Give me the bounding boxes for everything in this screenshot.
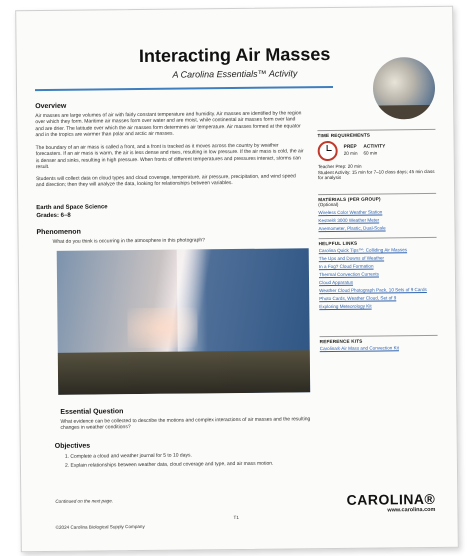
overview-paragraph-2: The boundary of an air mass is called a front, and a front is tracked as it moves across the country by weather forecasters. If an air mass is warm, the air is less dense and rises, resulting in low pressure. If the air mass is cold, the air is denser and sinks, resulting in high pressure. When fronts of different temperatures and pressures interact, storms can result. bbox=[35, 142, 304, 171]
helpful-link[interactable]: Weather Cloud Photograph Pack, 10 Sets of 9 Cards bbox=[319, 287, 427, 294]
prep-time bbox=[344, 145, 358, 156]
helpful-link[interactable]: Photo Cards, Weather Cloud, Set of 9 bbox=[319, 295, 397, 302]
reference-kit-link[interactable]: Carolina® Air Mass and Convection Kit bbox=[319, 345, 399, 352]
helpful-link[interactable]: In a Fog? Cloud Formation bbox=[318, 263, 374, 270]
cloud-wall bbox=[177, 249, 208, 359]
objectives-heading: Objectives bbox=[54, 442, 91, 450]
time-requirements-heading: TIME REQUIREMENTS bbox=[317, 132, 371, 139]
page-title: Interacting Air Masses bbox=[138, 44, 331, 67]
logo-wordmark: CAROLINA® bbox=[346, 490, 436, 508]
ground-horizon bbox=[58, 350, 310, 395]
student-activity: Student Activity: 15 min for 7–10 class days; 45 min class for analysis bbox=[317, 168, 435, 181]
teacher-prep: Teacher Prep: 20 min bbox=[317, 163, 362, 170]
carolina-logo bbox=[347, 491, 436, 514]
prep-label: PREP bbox=[343, 145, 357, 151]
worksheet-page bbox=[15, 6, 459, 553]
title-divider bbox=[35, 86, 333, 91]
website-url: www.carolina.com bbox=[387, 506, 436, 514]
activity-value: 60 min bbox=[363, 150, 378, 156]
helpful-link[interactable]: Carolina Quick Tips™: Colliding Air Masses bbox=[318, 247, 408, 254]
essential-question-heading: Essential Question bbox=[60, 408, 124, 416]
activity-label: ACTIVITY bbox=[363, 144, 386, 151]
continued-note: Continued on the next page. bbox=[55, 498, 114, 504]
time-requirements-box bbox=[317, 129, 436, 181]
page-number: T1 bbox=[233, 514, 239, 521]
helpful-links-heading: HELPFUL LINKS bbox=[318, 240, 358, 247]
reference-kits-box bbox=[320, 335, 438, 352]
material-link[interactable]: Wireless Color Weather Station bbox=[318, 209, 383, 215]
page-subtitle: A Carolina Essentials™ Activity bbox=[172, 68, 298, 80]
subject-label: Earth and Space Science bbox=[36, 204, 108, 212]
material-link[interactable]: Kestrel® 3000 Weather Meter bbox=[318, 217, 380, 223]
phenomenon-question: What do you think is occurring in the atmosphere in this photograph? bbox=[52, 237, 205, 245]
phenomenon-heading: Phenomenon bbox=[36, 228, 81, 237]
activity-time bbox=[363, 145, 385, 156]
materials-note: (Optional) bbox=[318, 201, 339, 208]
objective-item: 2. Explain relationships between weather data, cloud coverage and type, and air mass motion. bbox=[64, 460, 274, 469]
time-summary bbox=[318, 140, 436, 161]
helpful-links-box bbox=[319, 237, 438, 310]
reference-kits-heading: REFERENCE KITS bbox=[319, 338, 363, 345]
overview-paragraph-3: Students will collect data on cloud types and cloud coverage, temperature, air pressure, precipitation, and wind speed and direction; then they will analyze the data, looking for relationships between variables. bbox=[35, 173, 296, 189]
overview-heading: Overview bbox=[35, 102, 67, 111]
materials-box bbox=[318, 193, 436, 232]
overview-paragraph-1: Air masses are large volumes of air with fairly constant temperature and humidity. Air masses are identified by the region over which they form. Maritime air masses form over water and are moist, while continental air masses form over land and are drier. The latitude over which the air masses form determines air temperature. Air masses formed at the equator and in the tropics are warmer than polar and arctic air masses. bbox=[35, 110, 302, 139]
objectives-list bbox=[65, 450, 325, 471]
prep-value: 20 min bbox=[343, 150, 358, 156]
copyright: ©2024 Carolina Biological Supply Company bbox=[55, 523, 145, 530]
grades-label: Grades: 6–8 bbox=[36, 212, 71, 220]
header-cloud-thumbnail bbox=[373, 57, 436, 120]
objective-item: 1. Complete a cloud and weather journal for 5 to 10 days. bbox=[64, 452, 192, 460]
essential-question-text: What evidence can be collected to describe the motions and complex interactions of air masses and the resulting changes in weather conditions? bbox=[60, 416, 311, 432]
phenomenon-photo bbox=[57, 248, 310, 395]
helpful-link[interactable]: Cloud Apparatus bbox=[319, 279, 354, 286]
clock-icon bbox=[318, 141, 338, 161]
helpful-link[interactable]: Thermal Convection Currents bbox=[318, 271, 379, 278]
materials-heading: MATERIALS (PER GROUP) bbox=[318, 196, 381, 203]
helpful-link[interactable]: Exploring Meteorology Kit bbox=[319, 303, 372, 310]
helpful-link[interactable]: The Ups and Downs of Weather bbox=[318, 255, 385, 262]
material-link[interactable]: Anemometer, Plastic, Dual-Scale bbox=[318, 225, 386, 231]
